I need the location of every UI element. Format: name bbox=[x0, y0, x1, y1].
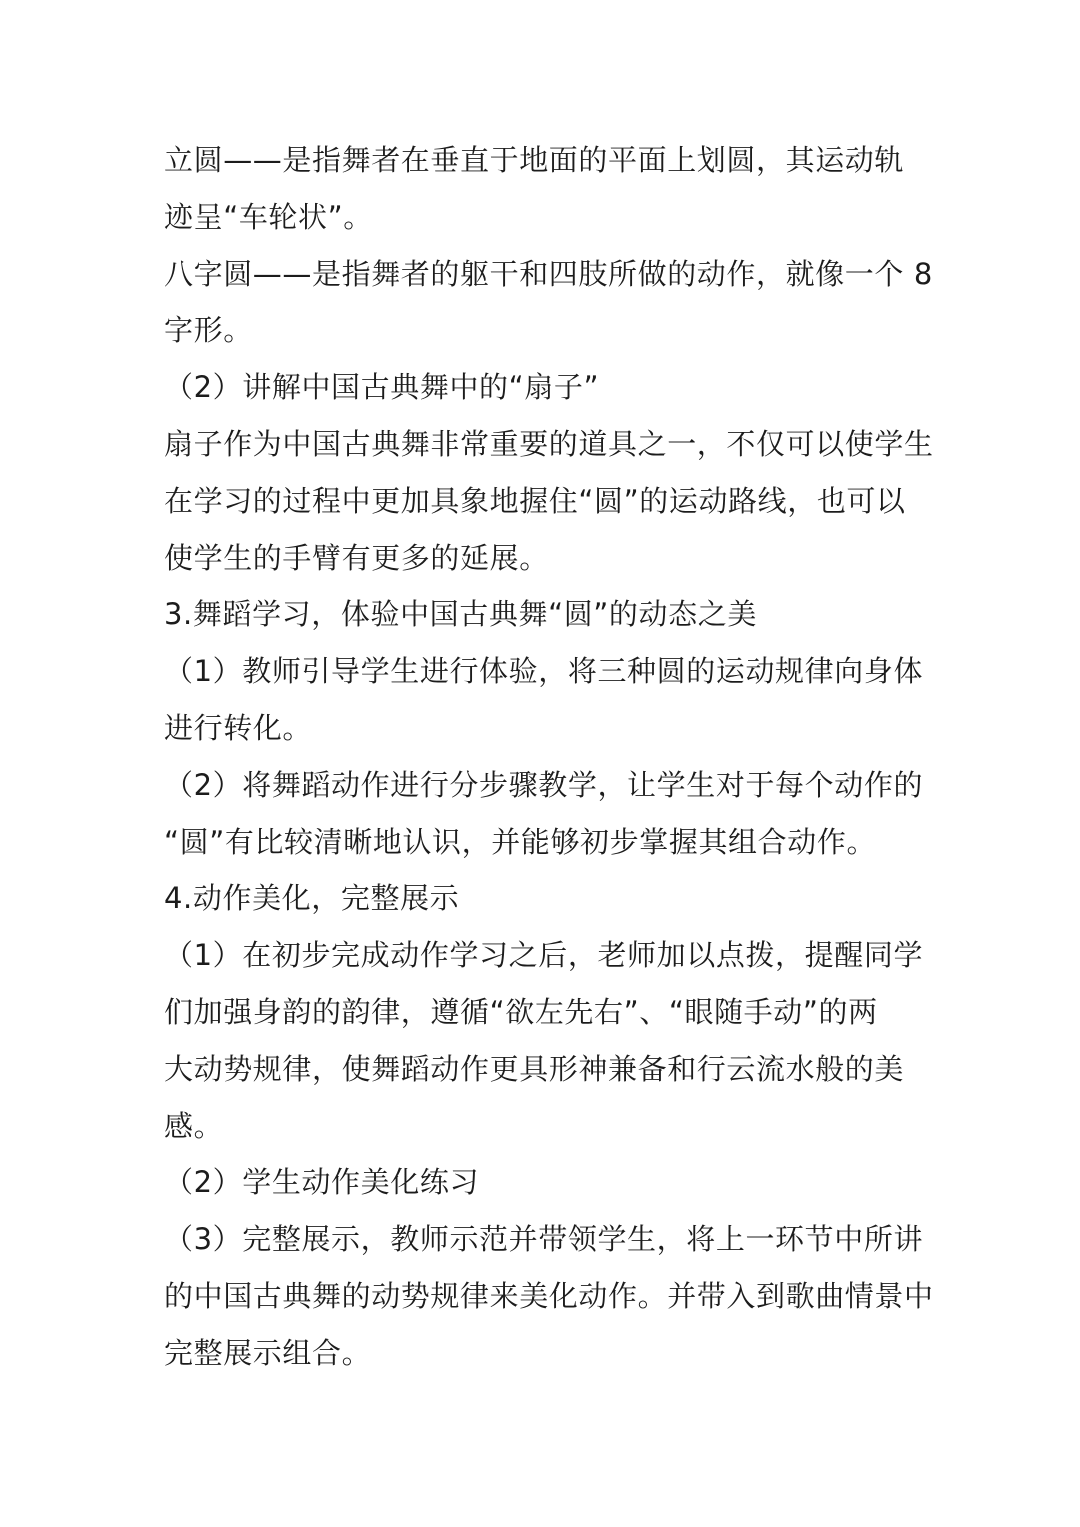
text-line: 扇子作为中国古典舞非常重要的道具之一，不仅可以使学生 bbox=[164, 426, 934, 461]
text-line: 进行转化。 bbox=[164, 710, 313, 745]
text-line: 字形。 bbox=[164, 313, 253, 348]
text-line: 完整展示组合。 bbox=[164, 1335, 372, 1370]
text-line: （2）学生动作美化练习 bbox=[164, 1165, 480, 1200]
text-line: 八字圆——是指舞者的躯干和四肢所做的动作，就像一个 8 bbox=[164, 256, 933, 291]
text-line: （1）教师引导学生进行体验，将三种圆的运动规律向身体 bbox=[164, 654, 924, 689]
text-line: （2）将舞蹈动作进行分步骤教学，让学生对于每个动作的 bbox=[164, 767, 924, 802]
text-line: 的中国古典舞的动势规律来美化动作。并带入到歌曲情景中 bbox=[164, 1278, 934, 1313]
text-line: 在学习的过程中更加具象地握住“圆”的运动路线，也可以 bbox=[164, 483, 906, 518]
text-line: 立圆——是指舞者在垂直于地面的平面上划圆，其运动轨 bbox=[164, 143, 905, 177]
section-heading: 3.舞蹈学习，体验中国古典舞“圆”的动态之美 bbox=[164, 597, 757, 632]
text-line: 大动势规律，使舞蹈动作更具形神兼备和行云流水般的美 bbox=[164, 1051, 905, 1086]
section-heading: 4.动作美化，完整展示 bbox=[164, 881, 460, 916]
text-line: 迹呈“车轮状”。 bbox=[164, 199, 373, 234]
document-body bbox=[164, 132, 934, 1382]
text-line: “圆”有比较清晰地认识，并能够初步掌握其组合动作。 bbox=[164, 824, 877, 859]
text-line: 们加强身韵的韵律，遵循“欲左先右”、“眼随手动”的两 bbox=[164, 994, 878, 1029]
text-line: 感。 bbox=[164, 1108, 224, 1143]
text-line: （3）完整展示，教师示范并带领学生，将上一环节中所讲 bbox=[164, 1222, 924, 1257]
text-line: 使学生的手臂有更多的延展。 bbox=[164, 540, 549, 575]
text-line: （2）讲解中国古典舞中的“扇子” bbox=[164, 370, 600, 405]
text-line: （1）在初步完成动作学习之后，老师加以点拨，提醒同学 bbox=[164, 938, 924, 973]
